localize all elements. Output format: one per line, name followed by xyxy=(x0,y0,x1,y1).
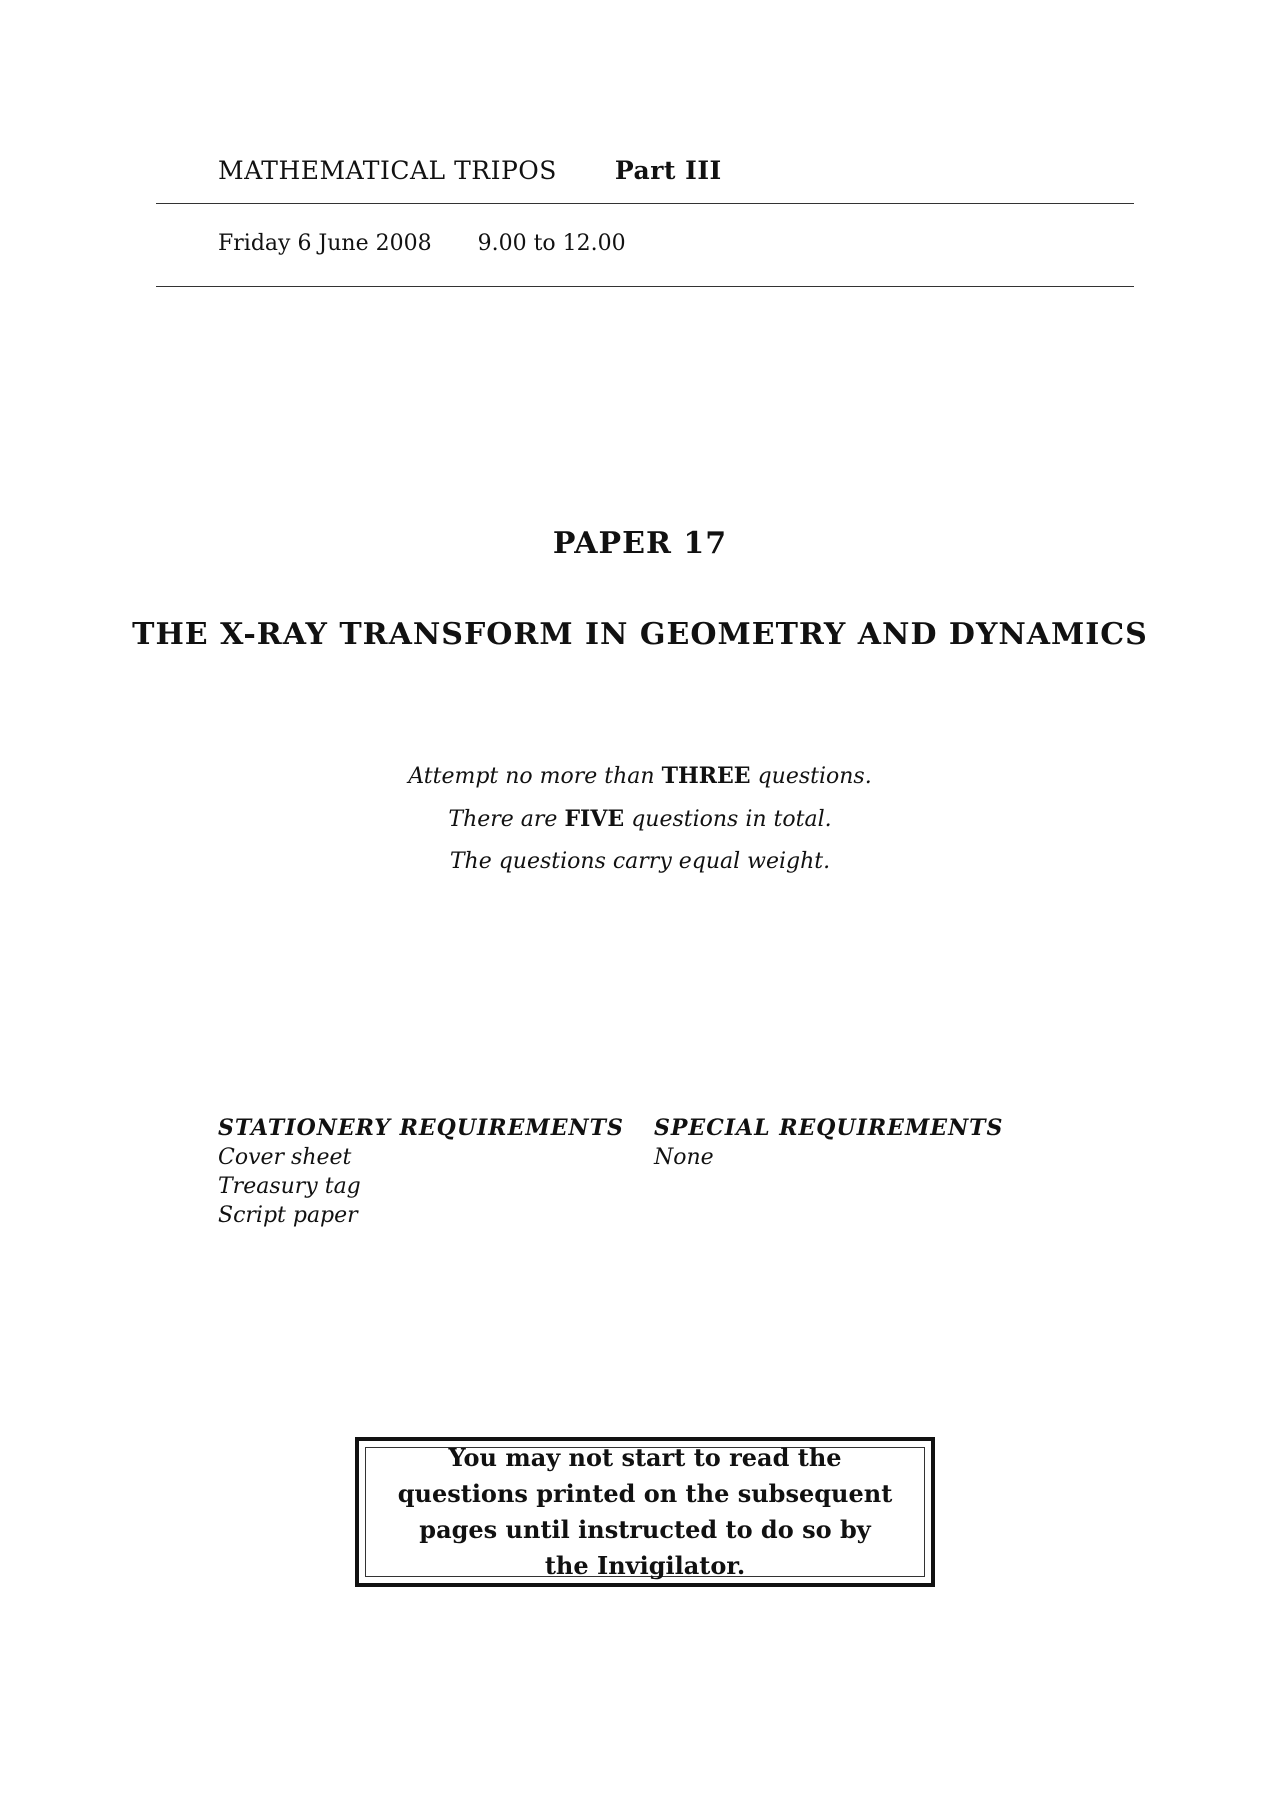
invigilator-notice-inner xyxy=(365,1443,925,1580)
instruction-total-post: questions in total. xyxy=(631,807,832,832)
paper-title: THE X-RAY TRANSFORM IN GEOMETRY AND DYNAMICS xyxy=(132,617,1148,652)
instruction-total-count: FIVE xyxy=(564,806,625,832)
instruction-attempt-pre: Attempt no more than xyxy=(408,764,655,789)
exam-header xyxy=(218,156,722,185)
instruction-attempt-count: THREE xyxy=(661,763,751,789)
paper-number: PAPER 17 xyxy=(552,526,728,561)
instruction-attempt xyxy=(0,763,1280,789)
instruction-total-pre: There are xyxy=(448,807,558,832)
exam-date: Friday 6 June 2008 xyxy=(218,231,432,256)
stationery-requirements xyxy=(218,1114,624,1230)
special-item: None xyxy=(654,1145,714,1170)
instruction-weight: The questions carry equal weight. xyxy=(449,849,831,874)
special-heading: SPECIAL REQUIREMENTS xyxy=(654,1115,1004,1141)
tripos-title: MATHEMATICAL TRIPOS xyxy=(218,156,557,185)
stationery-item: Treasury tag xyxy=(218,1174,361,1199)
stationery-item: Script paper xyxy=(218,1203,358,1228)
stationery-item: Cover sheet xyxy=(218,1145,352,1170)
stationery-heading: STATIONERY REQUIREMENTS xyxy=(218,1115,624,1141)
instruction-attempt-post: questions. xyxy=(757,764,872,789)
special-requirements xyxy=(654,1114,1003,1172)
header-divider-top xyxy=(156,203,1134,204)
exam-schedule xyxy=(218,231,626,256)
header-divider-bottom xyxy=(156,286,1134,287)
tripos-part: Part III xyxy=(614,156,722,185)
invigilator-notice-text: You may not start to read the questions printed on the subsequent pages until instructed to do so by the Invigilator. xyxy=(397,1443,893,1580)
invigilator-notice-box xyxy=(355,1437,935,1587)
instruction-total xyxy=(0,806,1280,832)
exam-time: 9.00 to 12.00 xyxy=(477,231,626,256)
